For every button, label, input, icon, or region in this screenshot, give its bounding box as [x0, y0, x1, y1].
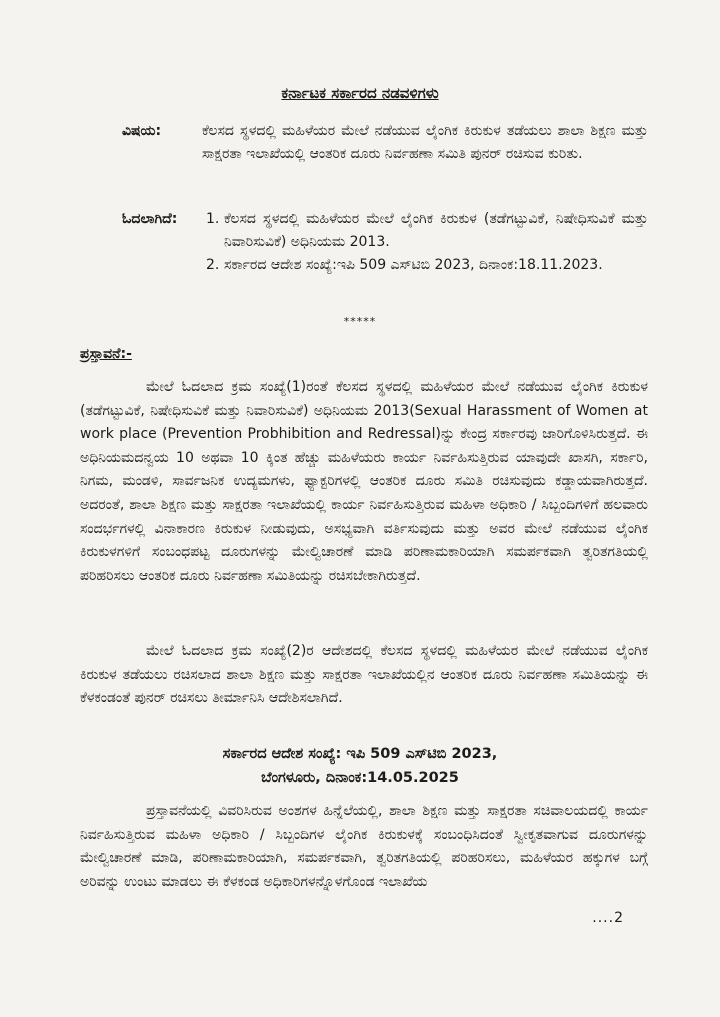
- reference-text: ಸರ್ಕಾರದ ಆದೇಶ ಸಂಖ್ಯೆ:ಇಪಿ 509 ಎಸ್‌ಟಿಬಿ 2023, ದಿನಾಂಕ:18.11.2023.: [224, 257, 603, 273]
- separator: *****: [343, 315, 377, 328]
- subject-text: ಕೆಲಸದ ಸ್ಥಳದಲ್ಲಿ ಮಹಿಳೆಯರ ಮೇಲೆ ನಡೆಯುವ ಲೈಂಗಿಕ ಕಿರುಕುಳ ತಡೆಯಲು ಶಾಲಾ ಶಿಕ್ಷಣ ಮತ್ತು ಸಾಕ್ಷರತಾ ಇಲಾಖೆಯಲ್ಲಿ ಆಂತರಿಕ ದೂರು ನಿರ್ವಹಣಾ ಸಮಿತಿ ಪುನರ್ ರಚಿಸುವ ಕುರಿತು.: [202, 123, 648, 162]
- preamble-heading: ಪ್ರಸ್ತಾವನೆ:-: [80, 346, 132, 362]
- subject-label: ವಿಷಯ:: [122, 123, 162, 139]
- document-title: ಕರ್ನಾಟಕ ಸರ್ಕಾರದ ನಡವಳಿಗಳು: [281, 84, 439, 102]
- references-list: [206, 208, 648, 277]
- reference-number: 2.: [206, 257, 220, 273]
- preamble-paragraph-1: ಮೇಲೆ ಓದಲಾದ ಕ್ರಮ ಸಂಖ್ಯೆ(1)ರಂತೆ ಕೆಲಸದ ಸ್ಥಳದಲ್ಲಿ ಮಹಿಳೆಯರ ಮೇಲೆ ನಡೆಯುವ ಲೈಂಗಿಕ ಕಿರುಕುಳ (ತಡೆಗಟ್ಟುವಿಕೆ, ನಿಷೇಧಿಸುವಿಕೆ ಮತ್ತು ನಿವಾರಿಸುವಿಕೆ) ಅಧಿನಿಯಮ 2013(Sexual Harassment of Women at work place (Prevention Probhibition and Redressal)ನ್ನು ಕೇಂದ್ರ ಸರ್ಕಾರವು ಜಾರಿಗೊಳಿಸಿರುತ್ತದೆ. ಈ ಅಧಿನಿಯಮದನ್ವಯ 10 ಅಥವಾ 10 ಕ್ಕಿಂತ ಹೆಚ್ಚು ಮಹಿಳೆಯರು ಕಾರ್ಯ ನಿರ್ವಹಿಸುತ್ತಿರುವ ಯಾವುದೇ ಖಾಸಗಿ, ಸರ್ಕಾರಿ, ನಿಗಮ, ಮಂಡಳಿ, ಸಾರ್ವಜನಿಕ ಉದ್ಯಮಗಳು, ಫ್ಯಾಕ್ಟರಿಗಳಲ್ಲಿ ಆಂತರಿಕ ದೂರು ಸಮಿತಿ ರಚಿಸುವುದು ಕಡ್ಡಾಯವಾಗಿರುತ್ತದೆ. ಅದರಂತೆ, ಶಾಲಾ ಶಿಕ್ಷಣ ಮತ್ತು ಸಾಕ್ಷರತಾ ಇಲಾಖೆಯಲ್ಲಿ ಕಾರ್ಯ ನಿರ್ವಹಿಸುತ್ತಿರುವ ಮಹಿಳಾ ಅಧಿಕಾರಿ / ಸಿಬ್ಬಂದಿಗಳಿಗೆ ಹಲವಾರು ಸಂದರ್ಭಗಳಲ್ಲಿ ವಿನಾಕಾರಣ ಕಿರುಕುಳ ನೀಡುವುದು, ಅಸಭ್ಯವಾಗಿ ವರ್ತಿಸುವುದು ಮತ್ತು ಅವರ ಮೇಲೆ ನಡೆಯುವ ಲೈಂಗಿಕ ಕಿರುಕುಳಗಳಿಗೆ ಸಂಬಂಧಪಟ್ಟ ದೂರುಗಳನ್ನು ಮೇಲ್ವಿಚಾರಣೆ ಮಾಡಿ ಪರಿಣಾಮಕಾರಿಯಾಗಿ ಸಮರ್ಪಕವಾಗಿ ತ್ವರಿತಗತಿಯಲ್ಲಿ ಪರಿಹರಿಸಲು ಆಂತರಿಕ ದೂರು ನಿರ್ವಹಣಾ ಸಮಿತಿಯನ್ನು ರಚಿಸಬೇಕಾಗಿರುತ್ತದೆ.: [80, 379, 648, 584]
- references-block: [122, 208, 648, 277]
- references-label: ಓದಲಾಗಿದೆ:: [122, 211, 178, 227]
- order-heading: [0, 742, 720, 790]
- preamble-paragraph-2: ಮೇಲೆ ಓದಲಾದ ಕ್ರಮ ಸಂಖ್ಯೆ(2)ರ ಆದೇಶದಲ್ಲಿ ಕೆಲಸದ ಸ್ಥಳದಲ್ಲಿ ಮಹಿಳೆಯರ ಮೇಲೆ ನಡೆಯುವ ಲೈಂಗಿಕ ಕಿರುಕುಳ ತಡೆಯಲು ರಚಿಸಲಾದ ಶಾಲಾ ಶಿಕ್ಷಣ ಮತ್ತು ಸಾಕ್ಷರತಾ ಇಲಾಖೆಯಲ್ಲಿನ ಆಂತರಿಕ ದೂರು ನಿರ್ವಹಣಾ ಸಮಿತಿಯನ್ನು ಈ ಕೆಳಕಂಡಂತೆ ಪುನರ್ ರಚಿಸಲು ತೀರ್ಮಾನಿಸಿ ಆದೇಶಿಸಲಾಗಿದೆ.: [80, 643, 648, 707]
- reference-number: 1.: [206, 211, 220, 227]
- reference-text: ಕೆಲಸದ ಸ್ಥಳದಲ್ಲಿ ಮಹಿಳೆಯರ ಮೇಲೆ ಲೈಂಗಿಕ ಕಿರುಕುಳ (ತಡೆಗಟ್ಟುವಿಕೆ, ನಿಷೇಧಿಸುವಿಕೆ ಮತ್ತು ನಿವಾರಿಸುವಿಕೆ) ಅಧಿನಿಯಮ 2013.: [224, 211, 648, 250]
- subject-block: [122, 120, 648, 166]
- order-number: ಸರ್ಕಾರದ ಆದೇಶ ಸಂಖ್ಯೆ: ಇಪಿ 509 ಎಸ್‌ಟಿಬಿ 2023,: [222, 746, 498, 762]
- reference-item-2: [206, 254, 648, 277]
- reference-item-1: [206, 208, 648, 254]
- page-number: ....2: [592, 910, 624, 926]
- order-paragraph: ಪ್ರಸ್ತಾವನೆಯಲ್ಲಿ ವಿವರಿಸಿರುವ ಅಂಶಗಳ ಹಿನ್ನೆಲೆಯಲ್ಲಿ, ಶಾಲಾ ಶಿಕ್ಷಣ ಮತ್ತು ಸಾಕ್ಷರತಾ ಸಚಿವಾಲಯದಲ್ಲಿ ಕಾರ್ಯ ನಿರ್ವಹಿಸುತ್ತಿರುವ ಮಹಿಳಾ ಅಧಿಕಾರಿ / ಸಿಬ್ಬಂದಿಗಳ ಲೈಂಗಿಕ ಕಿರುಕುಳಕ್ಕೆ ಸಂಬಂಧಿಸಿದಂತೆ ಸ್ವೀಕೃತವಾಗುವ ದೂರುಗಳನ್ನು ಮೇಲ್ವಿಚಾರಣೆ ಮಾಡಿ, ಪರಿಣಾಮಕಾರಿಯಾಗಿ, ಸಮರ್ಪಕವಾಗಿ, ತ್ವರಿತಗತಿಯಲ್ಲಿ ಪರಿಹರಿಸಲು, ಮಹಿಳೆಯರ ಹಕ್ಕುಗಳ ಬಗ್ಗೆ ಅರಿವನ್ನು ಉಂಟು ಮಾಡಲು ಈ ಕೆಳಕಂಡ ಅಧಿಕಾರಿಗಳನ್ನೊಳಗೊಂಡ ಇಲಾಖೆಯ: [80, 803, 648, 890]
- order-place-date: ಬೆಂಗಳೂರು, ದಿನಾಂಕ:14.05.2025: [261, 770, 459, 786]
